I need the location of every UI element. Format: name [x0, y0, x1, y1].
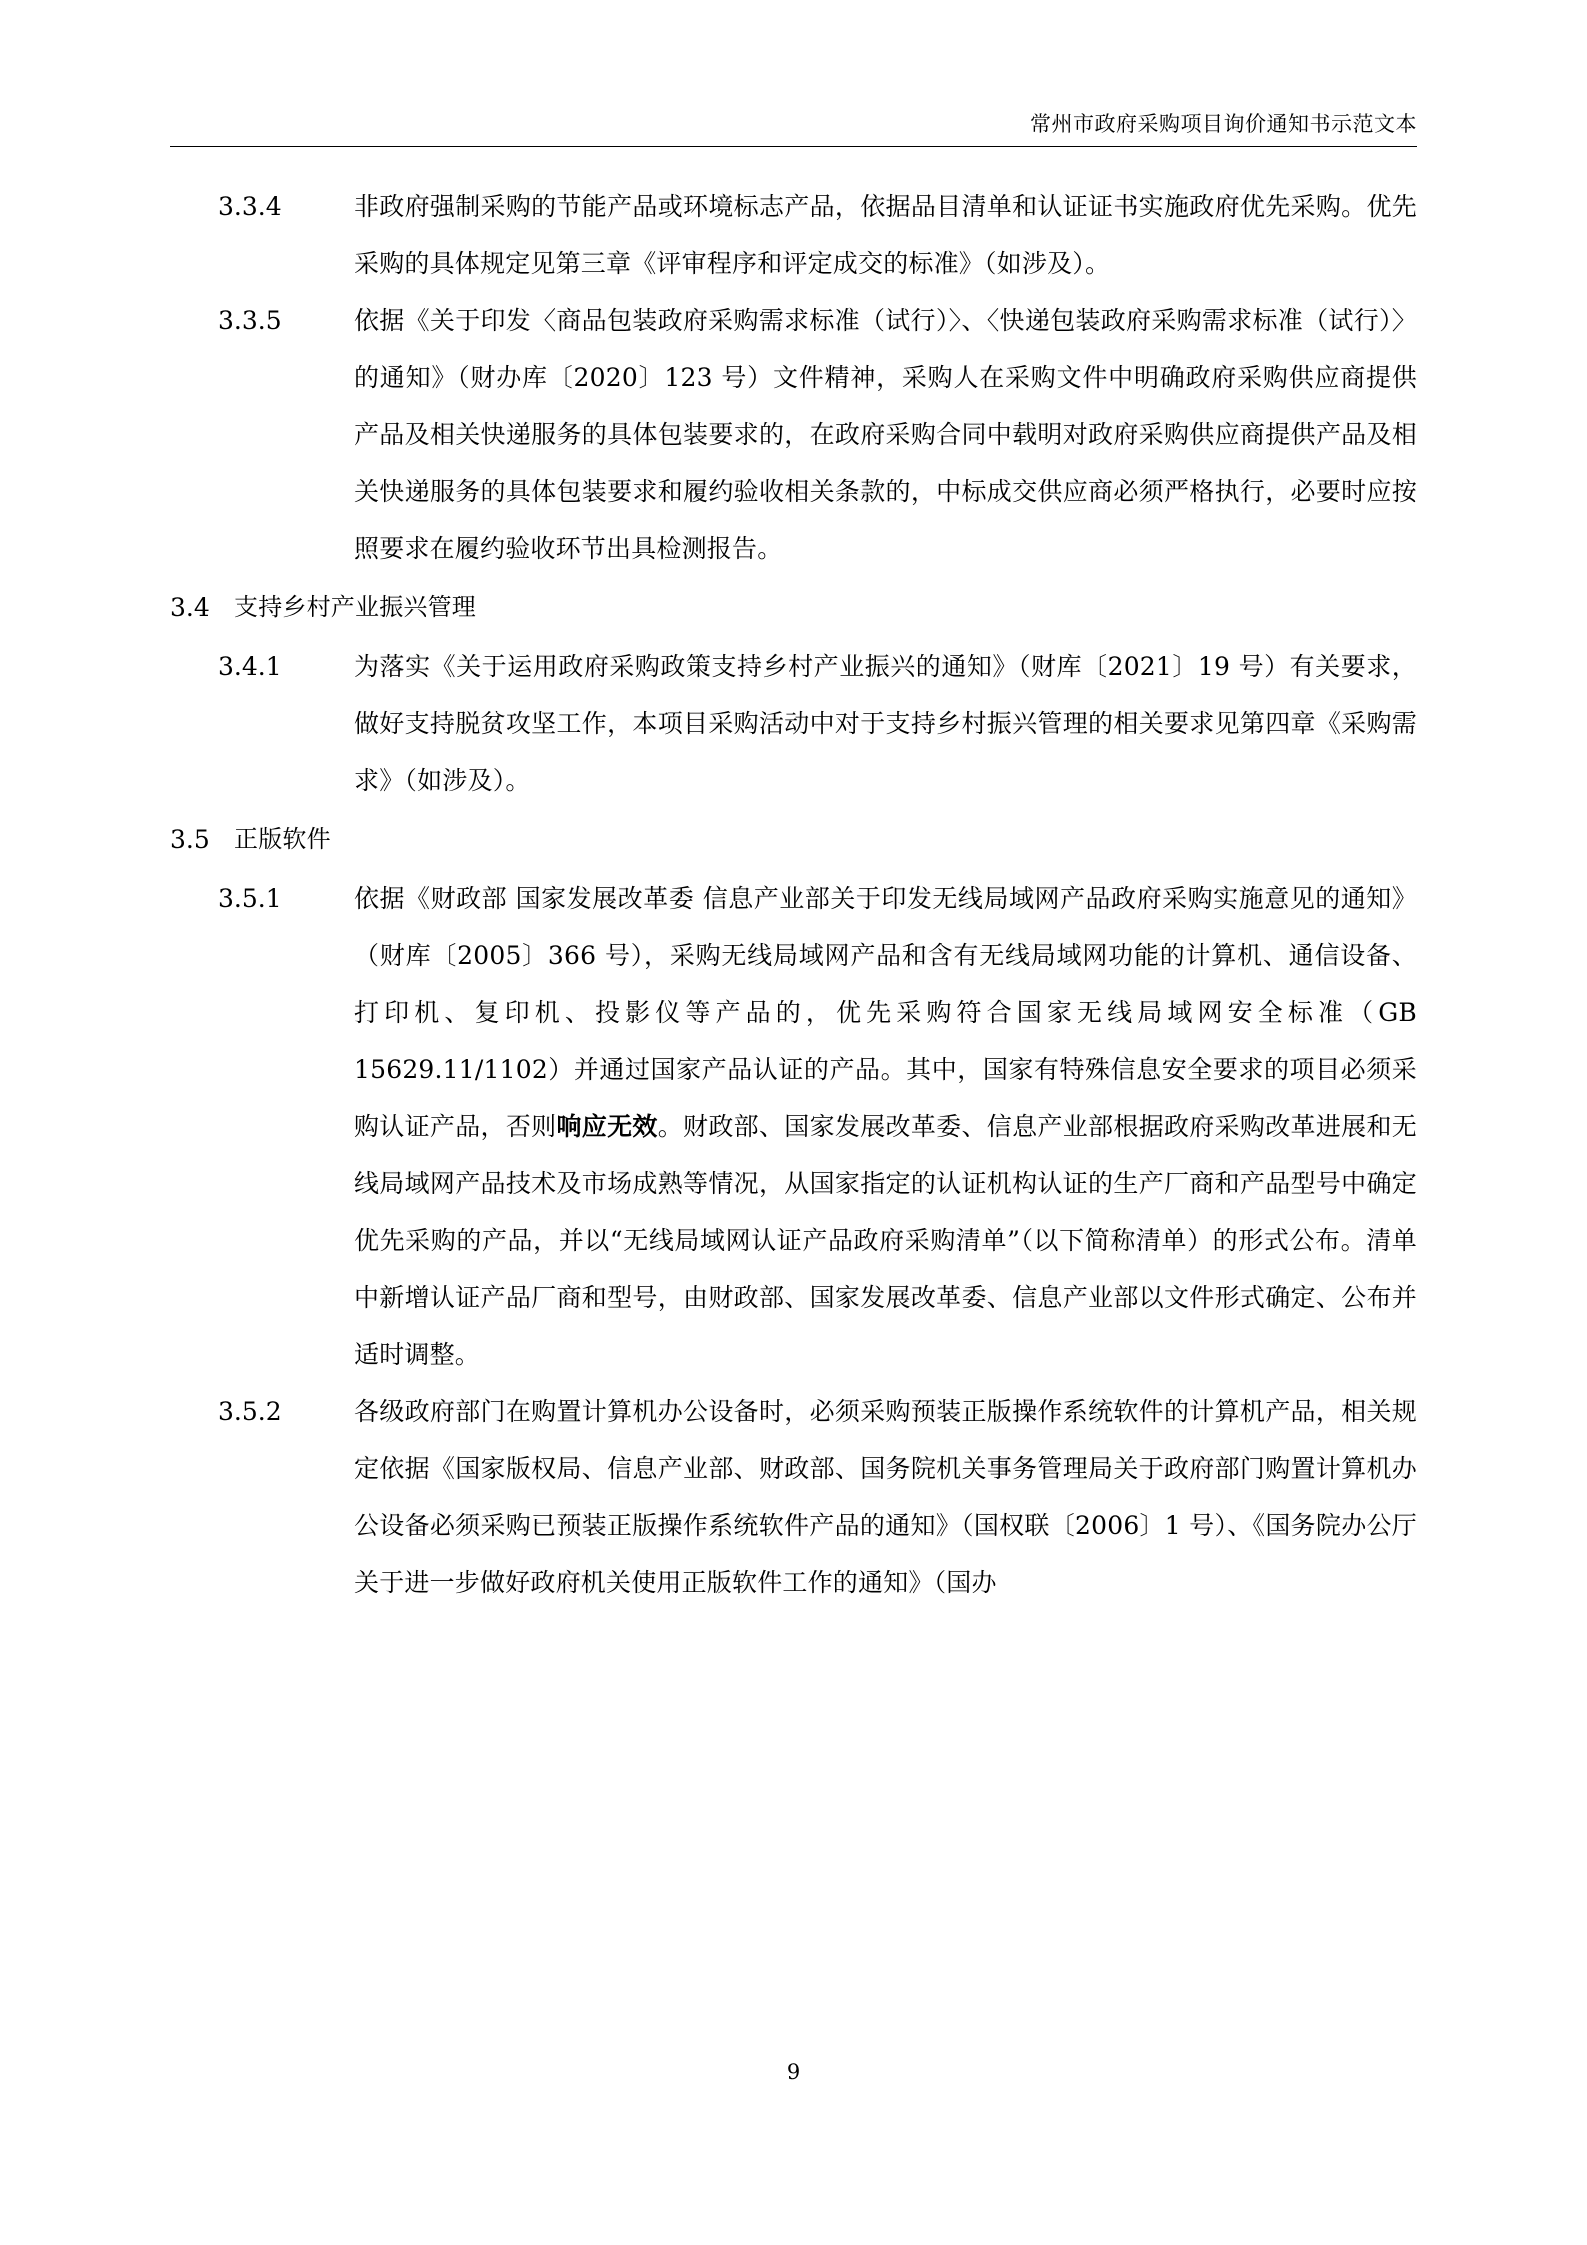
clause-3-5-1: [170, 870, 1417, 1383]
section-number: 3.5: [170, 825, 210, 854]
clause-text: 非政府强制采购的节能产品或环境标志产品，依据品目清单和认证证书实施政府优先采购。优先采购的具体规定见第三章《评审程序和评定成交的标准》（如涉及）。: [354, 192, 1417, 278]
clause-emphasis: 响应无效: [556, 1112, 658, 1141]
clause-number: 3.5.1: [218, 884, 282, 913]
clause-text: 各级政府部门在购置计算机办公设备时，必须采购预装正版操作系统软件的计算机产品，相关规定依据《国家版权局、信息产业部、财政部、国务院机关事务管理局关于政府部门购置计算机办公设备必须采购已预装正版操作系统软件产品的通知》（国权联〔2006〕1 号）、《国务院办公厅关于进一步做好政府机关使用正版软件工作的通知》（国办: [354, 1397, 1417, 1597]
section-title: 支持乡村产业振兴管理: [234, 593, 476, 621]
clause-3-3-4: [170, 178, 1417, 292]
page-header: 常州市政府采购项目询价通知书示范文本: [1030, 112, 1417, 136]
clause-text-part1: 依据《财政部 国家发展改革委 信息产业部关于印发无线局域网产品政府采购实施意见的通知》（财库〔2005〕366 号），采购无线局域网产品和含有无线局域网功能的计算机、通信设备、打印机、复印机、投影仪等产品的，优先采购符合国家无线局域网安全标准（GB 15629.11/1102）并通过国家产品认证的产品。其中，国家有特殊信息安全要求的项目必须采购认证产品，否则: [354, 884, 1417, 1141]
section-3-5: [170, 811, 1417, 868]
page-number: 9: [786, 2060, 801, 2084]
clause-number: 3.3.4: [218, 192, 282, 221]
clause-3-5-2: [170, 1383, 1417, 1611]
section-title: 正版软件: [234, 825, 331, 853]
clause-number: 3.5.2: [218, 1397, 282, 1426]
clause-3-4-1: [170, 638, 1417, 809]
clause-text-part2: 。财政部、国家发展改革委、信息产业部根据政府采购改革进展和无线局域网产品技术及市场成熟等情况，从国家指定的认证机构认证的生产厂商和产品型号中确定优先采购的产品，并以“无线局域网认证产品政府采购清单”（以下简称清单）的形式公布。清单中新增认证产品厂商和型号，由财政部、国家发展改革委、信息产业部以文件形式确定、公布并适时调整。: [354, 1112, 1417, 1369]
section-number: 3.4: [170, 593, 210, 622]
clause-number: 3.3.5: [218, 306, 282, 335]
clause-3-3-5: [170, 292, 1417, 577]
clause-text: 依据《关于印发〈商品包装政府采购需求标准（试行）〉、〈快递包装政府采购需求标准（试行）〉的通知》（财办库〔2020〕123 号）文件精神，采购人在采购文件中明确政府采购供应商提供产品及相关快递服务的具体包装要求的，在政府采购合同中载明对政府采购供应商提供产品及相关快递服务的具体包装要求和履约验收相关条款的，中标成交供应商必须严格执行，必要时应按照要求在履约验收环节出具检测报告。: [354, 306, 1417, 563]
clause-text: [354, 870, 1417, 1383]
clause-number: 3.4.1: [218, 652, 282, 681]
document-body: [170, 178, 1417, 1611]
clause-text: 为落实《关于运用政府采购政策支持乡村产业振兴的通知》（财库〔2021〕19 号）有关要求，做好支持脱贫攻坚工作，本项目采购活动中对于支持乡村振兴管理的相关要求见第四章《采购需求》（如涉及）。: [354, 652, 1417, 795]
section-3-4: [170, 579, 1417, 636]
header-divider: [170, 146, 1417, 147]
